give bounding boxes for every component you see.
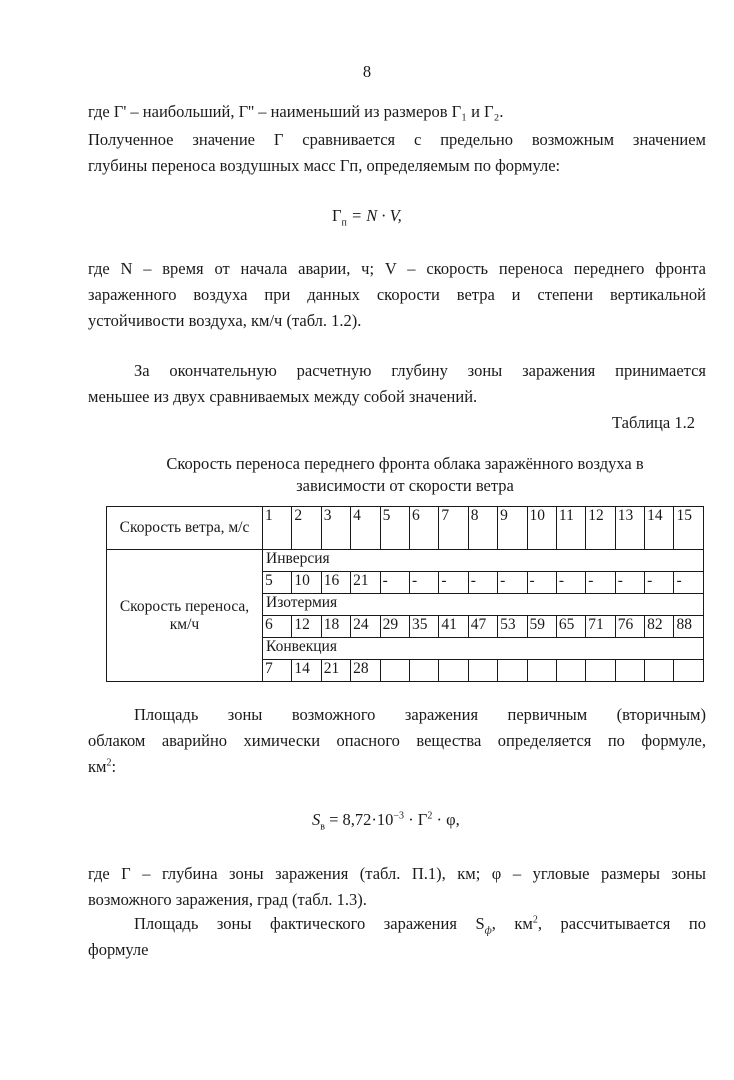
table-title-line-1: Скорость переноса переднего фронта облака заражённого воздуха в [166, 454, 644, 473]
value-cell: 14 [292, 660, 321, 682]
paragraph-6-line-2: возможного заражения, град (табл. 1.3). [88, 890, 367, 909]
value-cell: - [468, 572, 497, 594]
wind-speed-cell: 14 [645, 507, 674, 550]
value-cell: 65 [556, 616, 585, 638]
paragraph-7-line-1 [134, 914, 706, 937]
value-cell: 6 [263, 616, 292, 638]
value-cell [409, 660, 438, 682]
group-label-inversion: Инверсия [263, 550, 704, 572]
formula-2-exp2: 2 [427, 810, 433, 822]
p7-sup: 2 [532, 914, 538, 926]
value-cell: 21 [351, 572, 380, 594]
wind-speed-cell: 3 [321, 507, 350, 550]
value-cell [674, 660, 704, 682]
value-cell: - [527, 572, 556, 594]
value-cell [527, 660, 556, 682]
value-cell: 29 [380, 616, 409, 638]
wind-speed-cell: 7 [439, 507, 468, 550]
value-cell: 53 [498, 616, 527, 638]
p7-text-a: Площадь зоны фактического заражения S [134, 914, 485, 933]
wind-speed-cell: 15 [674, 507, 704, 550]
value-cell: 16 [321, 572, 350, 594]
table-header-row [107, 507, 704, 550]
group-inversion-header [107, 550, 704, 572]
paragraph-2-line-1: Полученное значение Г сравнивается с предельно возможным значением [88, 130, 706, 149]
value-cell [645, 660, 674, 682]
value-cell: - [380, 572, 409, 594]
wind-speed-cell: 9 [498, 507, 527, 550]
paragraph-2-line-2: глубины переноса воздушных масс Гп, определяемым по формуле: [88, 156, 561, 175]
value-cell: - [586, 572, 615, 594]
value-cell: 41 [439, 616, 468, 638]
paragraph-3-line-3: устойчивости воздуха, км/ч (табл. 1.2). [88, 311, 362, 330]
wind-speed-cell: 12 [586, 507, 615, 550]
row-label-transfer-speed: Скорость переноса, км/ч [107, 550, 263, 682]
value-cell [380, 660, 409, 682]
value-cell: 10 [292, 572, 321, 594]
paragraph-6-line-1: где Г – глубина зоны заражения (табл. П.1), км; φ – угловые размеры зоны [88, 864, 706, 883]
table-title-line-2: зависимости от скорости ветра [296, 476, 514, 495]
value-cell: 7 [263, 660, 292, 682]
wind-speed-cell: 1 [263, 507, 292, 550]
paragraph-5-line-2: облаком аварийно химически опасного вещества определяется по формуле, [88, 731, 706, 750]
value-cell: 47 [468, 616, 497, 638]
group-label-convection: Конвекция [263, 638, 704, 660]
wind-speed-cell: 11 [556, 507, 585, 550]
value-cell: 88 [674, 616, 704, 638]
formula-2-rhs-a: = 8,72·10 [329, 810, 394, 829]
value-cell [468, 660, 497, 682]
value-cell: - [498, 572, 527, 594]
formula-2-rhs-c: · φ, [432, 810, 460, 829]
formula-2-exp: −3 [393, 810, 405, 822]
value-cell: - [645, 572, 674, 594]
page-number: 8 [362, 62, 372, 81]
table-label: Таблица 1.2 [612, 413, 695, 432]
formula-1-rhs: = N · V, [351, 206, 402, 225]
value-cell: 5 [263, 572, 292, 594]
wind-speed-cell: 8 [468, 507, 497, 550]
formula-2-lhs-sub: в [320, 821, 325, 833]
value-cell [615, 660, 644, 682]
value-cell: 35 [409, 616, 438, 638]
paragraph-3-line-1: где N – время от начала аварии, ч; V – скорость переноса переднего фронта [88, 259, 706, 278]
value-cell: 71 [586, 616, 615, 638]
unit-exponent: 2 [106, 757, 112, 769]
value-cell: - [439, 572, 468, 594]
group-label-isothermy: Изотермия [263, 594, 704, 616]
wind-speed-cell: 5 [380, 507, 409, 550]
value-cell [498, 660, 527, 682]
value-cell [556, 660, 585, 682]
p7-text-c: , рассчитывается по [537, 914, 706, 933]
value-cell: 21 [321, 660, 350, 682]
value-cell: 18 [321, 616, 350, 638]
paragraph-4-line-2: меньшее из двух сравниваемых между собой значений. [88, 387, 478, 406]
formula-2-rhs-b: · Г [404, 810, 428, 829]
paragraph-1: где Г' – наибольший, Г'' – наименьший из размеров Г₁ и Г₂. [88, 102, 504, 121]
value-cell: 59 [527, 616, 556, 638]
wind-speed-cell: 6 [409, 507, 438, 550]
unit-km: км [88, 757, 107, 776]
value-cell: 76 [615, 616, 644, 638]
paragraph-5-line-3 [88, 757, 116, 777]
formula-2-lhs: S [312, 810, 321, 829]
value-cell: - [615, 572, 644, 594]
speed-table [106, 506, 704, 682]
wind-speed-cell: 10 [527, 507, 556, 550]
paragraph-3-line-2: зараженного воздуха при данных скорости ветра и степени вертикальной [88, 285, 706, 304]
formula-2 [312, 810, 460, 833]
value-cell: 12 [292, 616, 321, 638]
paragraph-7-line-2: формуле [88, 940, 149, 959]
unit-colon: : [111, 757, 117, 776]
value-cell [586, 660, 615, 682]
formula-1 [332, 206, 402, 229]
value-cell: - [674, 572, 704, 594]
value-cell: 24 [351, 616, 380, 638]
formula-1-lhs-sub: п [341, 217, 347, 229]
value-cell [439, 660, 468, 682]
value-cell: 82 [645, 616, 674, 638]
value-cell: 28 [351, 660, 380, 682]
p7-sub: ф [484, 925, 492, 937]
paragraph-4-line-1: За окончательную расчетную глубину зоны заражения принимается [134, 361, 706, 380]
header-wind-speed: Скорость ветра, м/с [107, 507, 263, 550]
p7-text-b: , км [491, 914, 533, 933]
formula-1-lhs: Г [332, 206, 342, 225]
paragraph-5-line-1: Площадь зоны возможного заражения первичным (вторичным) [134, 705, 706, 724]
wind-speed-cell: 2 [292, 507, 321, 550]
value-cell: - [409, 572, 438, 594]
wind-speed-cell: 13 [615, 507, 644, 550]
wind-speed-cell: 4 [351, 507, 380, 550]
value-cell: - [556, 572, 585, 594]
